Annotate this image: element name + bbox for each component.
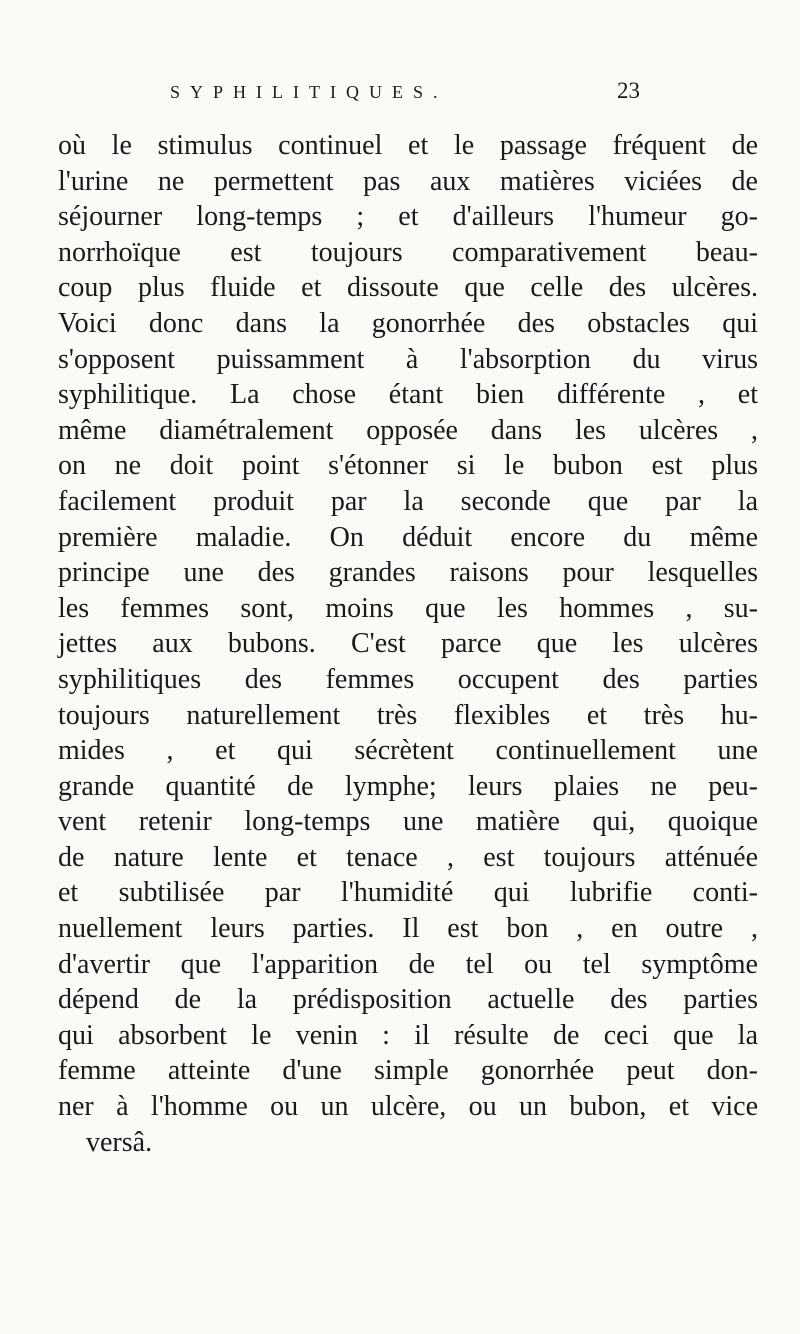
text-line: jettes aux bubons. C'est parce que les ulcères <box>58 628 758 660</box>
text-line: première maladie. On déduit encore du même <box>58 521 758 553</box>
text-line: syphilitique. La chose étant bien différente , et <box>58 379 758 411</box>
text-line: de nature lente et tenace , est toujours atténuée <box>58 841 758 873</box>
text-line: on ne doit point s'étonner si le bubon est plus <box>58 450 758 482</box>
text-line: vent retenir long-temps une matière qui, quoique <box>58 806 758 838</box>
text-line: toujours naturellement très flexibles et très hu- <box>58 699 758 731</box>
text-line: grande quantité de lymphe; leurs plaies ne peu- <box>58 770 758 802</box>
body-text <box>58 128 758 1160</box>
text-line: s'opposent puissamment à l'absorption du virus <box>58 343 758 375</box>
text-line: l'urine ne permettent pas aux matières viciées de <box>58 165 758 197</box>
text-line: où le stimulus continuel et le passage fréquent de <box>58 130 758 161</box>
text-line: coup plus fluide et dissoute que celle des ulcères. <box>58 272 758 304</box>
running-title: SYPHILITIQUES. <box>170 82 448 102</box>
text-line: dépend de la prédisposition actuelle des parties <box>58 984 758 1016</box>
text-line: femme atteinte d'une simple gonorrhée peut don- <box>58 1055 758 1087</box>
running-head <box>170 78 640 112</box>
text-line: mides , et qui sécrètent continuellement une <box>58 735 758 767</box>
text-line: d'avertir que l'apparition de tel ou tel symptôme <box>58 948 758 980</box>
text-line: principe une des grandes raisons pour lesquelles <box>58 557 758 589</box>
text-line: facilement produit par la seconde que par la <box>58 485 758 517</box>
text-line: qui absorbent le venin : il résulte de ceci que la <box>58 1019 758 1051</box>
page-number: 23 <box>617 78 640 103</box>
text-line-final: versâ. <box>86 1126 153 1158</box>
text-line: norrhoïque est toujours comparativement beau- <box>58 236 758 268</box>
text-line: syphilitiques des femmes occupent des parties <box>58 663 758 695</box>
text-line: et subtilisée par l'humidité qui lubrifie conti- <box>58 877 758 909</box>
text-line: Voici donc dans la gonorrhée des obstacles qui <box>58 307 758 339</box>
text-line: les femmes sont, moins que les hommes , su- <box>58 592 758 624</box>
text-line: nuellement leurs parties. Il est bon , en outre , <box>58 913 758 945</box>
text-line: séjourner long-temps ; et d'ailleurs l'humeur go- <box>58 201 758 233</box>
text-line: ner à l'homme ou un ulcère, ou un bubon, et vice <box>58 1091 758 1123</box>
text-line: même diamétralement opposée dans les ulcères , <box>58 414 758 446</box>
